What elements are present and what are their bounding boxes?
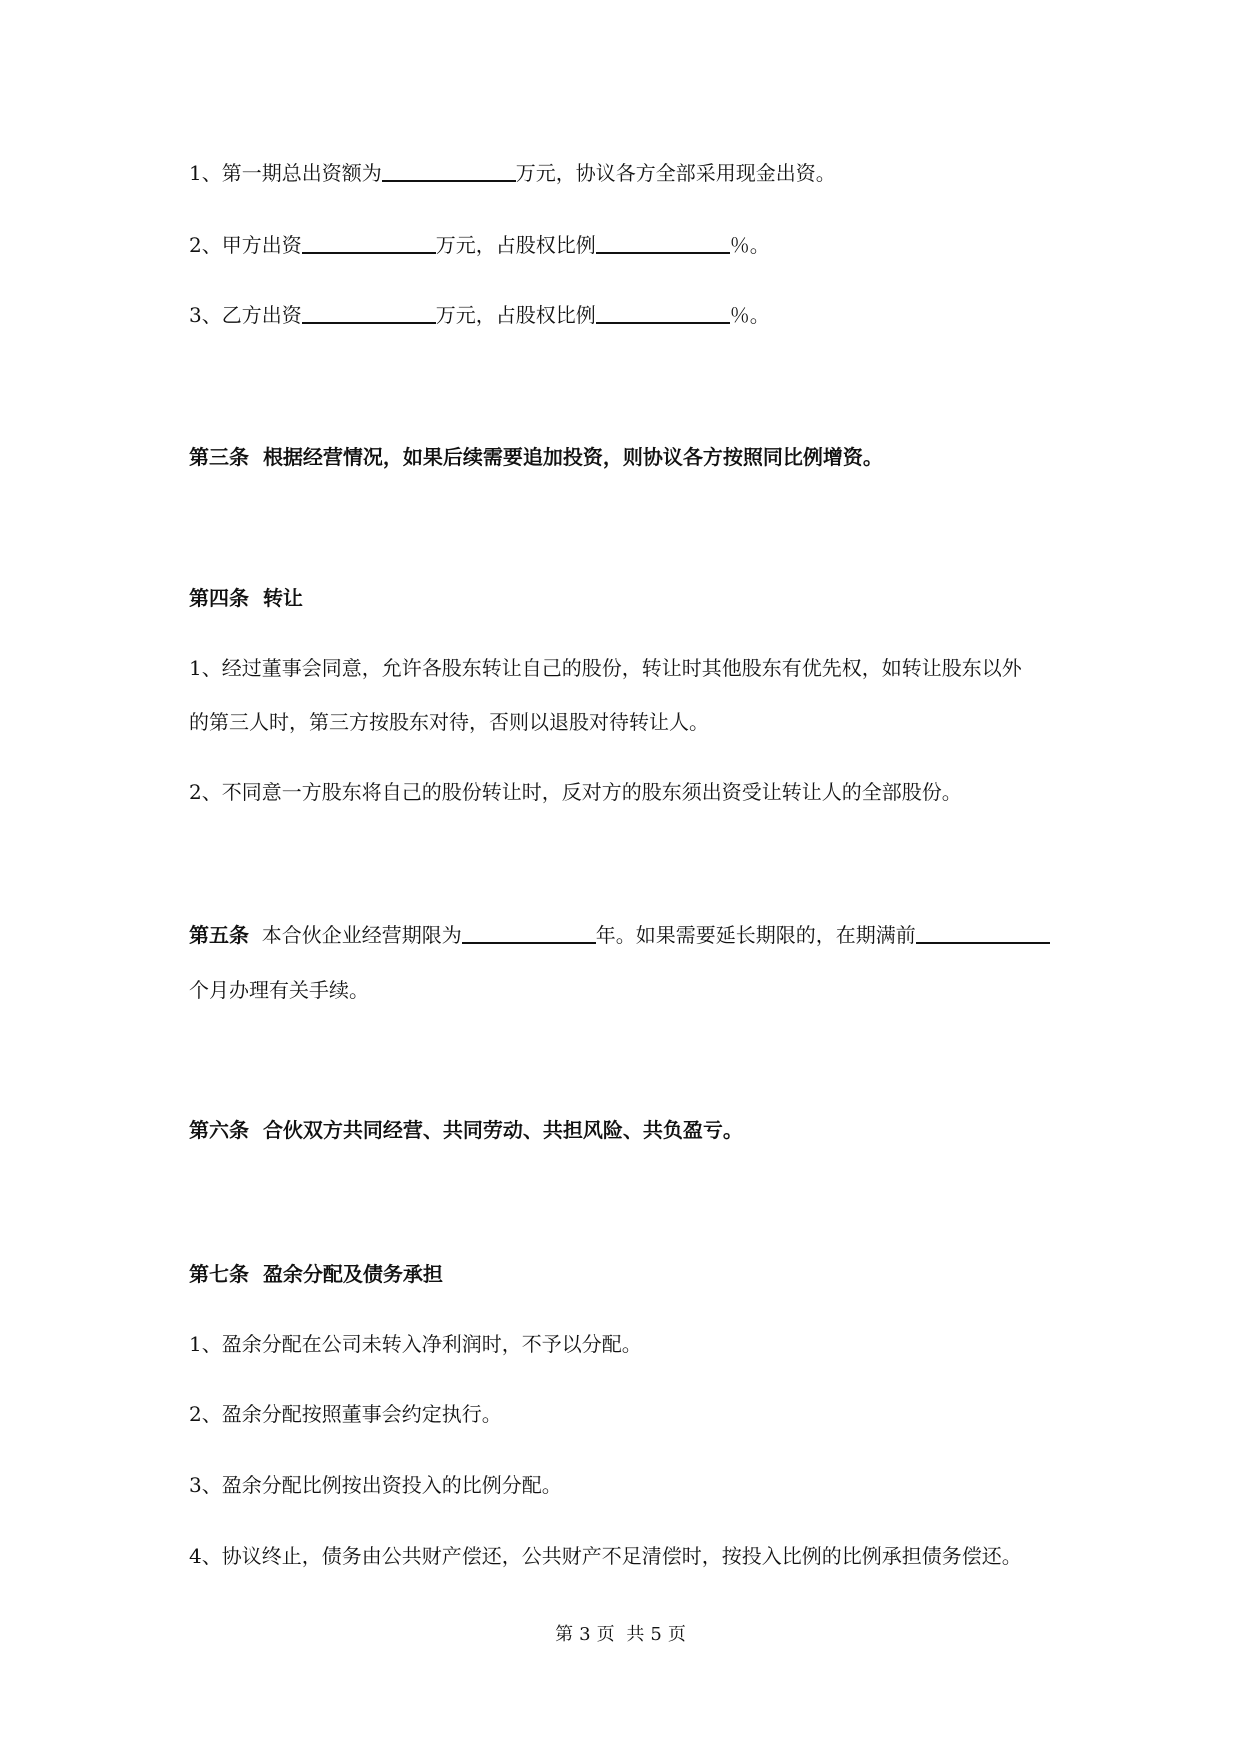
article-label: 第四条: [189, 586, 249, 610]
article-label: 第三条: [189, 445, 249, 469]
article4-item-1-line-2: 的第三人时，第三方按股东对待，否则以退股对待转让人。: [189, 710, 709, 734]
blank-field: [382, 160, 516, 182]
article-label: 第七条: [189, 1262, 249, 1286]
blank-field: [596, 302, 730, 324]
item-text: ％。: [729, 233, 770, 257]
blank-field: [302, 302, 436, 324]
article7-item-2: 2、盈余分配按照董事会约定执行。: [189, 1402, 502, 1426]
item-number: 1、: [189, 161, 222, 185]
item-text: 第一期总出资额为: [221, 161, 382, 185]
blank-field: [916, 922, 1050, 944]
article-label: 第六条: [189, 1118, 249, 1142]
article3-heading: [189, 445, 883, 469]
item-number: 2、: [189, 233, 222, 257]
article6-heading: [189, 1118, 743, 1142]
item-text: 甲方出资: [221, 233, 302, 257]
article-label: 第五条: [189, 923, 249, 947]
article2-item-1: [189, 160, 836, 185]
article2-item-2: [189, 232, 770, 257]
footer-text: 第: [555, 1624, 574, 1645]
article-text: 本合伙企业经营期限为: [261, 923, 462, 947]
article-title: 盈余分配及债务承担: [262, 1262, 443, 1286]
article4-item-1-line-1: 1、经过董事会同意，允许各股东转让自己的股份，转让时其他股东有优先权，如转让股东以外: [189, 656, 1022, 680]
page-footer: [0, 1624, 1241, 1646]
article4-heading: [189, 586, 303, 610]
item-number: 3、: [189, 303, 222, 327]
item-text: ％。: [729, 303, 770, 327]
article5-line-2: 个月办理有关手续。: [189, 978, 369, 1002]
item-text: 乙方出资: [221, 303, 302, 327]
item-text: 万元，协议各方全部采用现金出资。: [515, 161, 836, 185]
footer-text: 页: [596, 1624, 615, 1645]
total-pages-number: 5: [650, 1624, 662, 1645]
article-title: 转让: [262, 586, 303, 610]
blank-field: [302, 232, 436, 254]
article-text: 根据经营情况，如果后续需要追加投资，则协议各方按照同比例增资。: [262, 445, 883, 469]
footer-text: 共: [626, 1624, 645, 1645]
article7-item-3: 3、盈余分配比例按出资投入的比例分配。: [189, 1473, 562, 1497]
article4-item-2: 2、不同意一方股东将自己的股份转让时，反对方的股东须出资受让转让人的全部股份。: [189, 780, 962, 804]
article7-item-1: 1、盈余分配在公司未转入净利润时，不予以分配。: [189, 1332, 642, 1356]
item-text: 万元，占股权比例: [435, 303, 596, 327]
article-text: 年。如果需要延长期限的，在期满前: [595, 923, 916, 947]
blank-field: [596, 232, 730, 254]
article-text: 合伙双方共同经营、共同劳动、共担风险、共负盈亏。: [262, 1118, 743, 1142]
article7-heading: [189, 1262, 443, 1286]
article5-line-1: [189, 922, 1050, 947]
current-page-number: 3: [579, 1624, 591, 1645]
article7-item-4: 4、协议终止，债务由公共财产偿还，公共财产不足清偿时，按投入比例的比例承担债务偿还。: [189, 1544, 1022, 1568]
item-text: 万元，占股权比例: [435, 233, 596, 257]
blank-field: [462, 922, 596, 944]
footer-text: 页: [667, 1624, 686, 1645]
article2-item-3: [189, 302, 770, 327]
